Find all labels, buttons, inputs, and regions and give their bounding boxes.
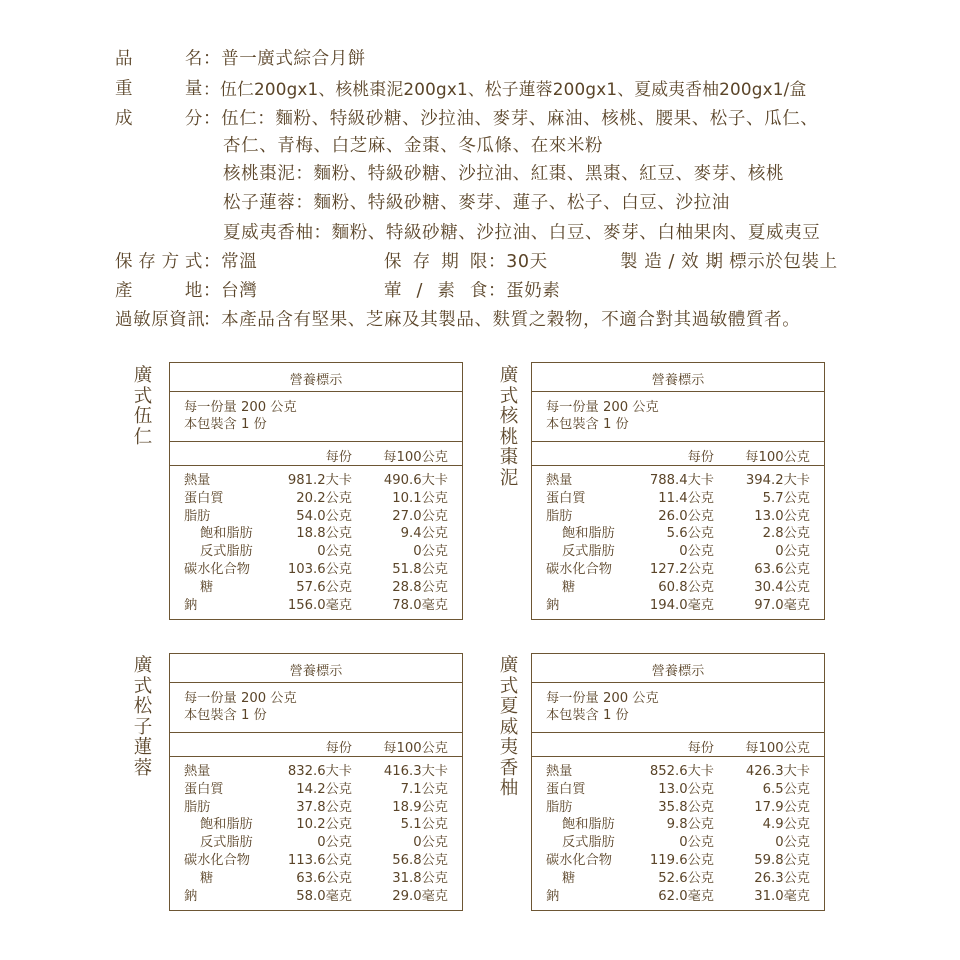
nutrient-row [170,763,462,781]
nutrient-value-per-100g: 426.3大卡 [745,764,810,779]
panel-product-name-char: 柚 [499,778,519,799]
nutrient-value-per-serving: 58.0毫克 [296,888,352,904]
nutrient-value-per-serving: 9.8公克 [666,817,714,833]
nutrient-value-per-100g: 2.8公克 [762,526,810,542]
nutrient-value-per-100g: 27.0公克 [392,508,448,524]
ingredients-label: 成 分 [115,109,203,129]
nutrition-panel [169,362,463,620]
nutrient-row [170,472,462,490]
nutrient-value-per-serving: 0公克 [317,835,352,851]
nutrient-name: 飽和脂肪 [200,817,253,833]
serving-size: 每一份量 200 公克 [546,691,659,706]
nutrient-value-per-serving: 0公克 [679,544,714,560]
panel-product-name [494,366,524,489]
nutrient-name: 反式脂肪 [562,544,615,560]
nutrient-value-per-serving: 20.2公克 [296,490,352,506]
nutrient-name: 鈉 [184,888,198,904]
panel-title: 營養標示 [651,373,705,388]
serving-size: 每一份量 200 公克 [184,691,297,706]
nutrient-value-per-serving: 10.2公克 [296,817,352,833]
nutrient-value-per-serving: 5.6公克 [666,526,714,542]
diet-label: 葷 / 素 食 [384,281,488,301]
column-header-per-serving: 每份 [687,450,714,465]
nutrient-name: 飽和脂肪 [562,817,615,833]
nutrient-row [170,816,462,834]
panel-product-name-char: 伍 [133,406,153,427]
diet-value: ：蛋奶素 [488,281,561,301]
nutrient-value-per-100g: 30.4公克 [754,579,810,595]
panel-divider [170,441,462,442]
product-name-value: ：普一廣式綜合月餅 [203,49,366,69]
panel-product-name-char: 桃 [499,426,519,448]
ingredients-line-5: 夏威夷香柚：麵粉、特級砂糖、沙拉油、白豆、麥芽、白柚果肉、夏威夷豆 [223,223,821,243]
nutrient-value-per-100g: 26.3公克 [754,870,810,886]
panel-product-name-char: 威 [499,716,519,738]
nutrient-value-per-serving: 62.0毫克 [658,888,714,904]
nutrient-name: 糖 [200,579,214,595]
nutrient-name: 熱量 [184,764,211,779]
ingredients-line-1: ：伍仁：麵粉、特級砂糖、沙拉油、麥芽、麻油、核桃、腰果、松子、瓜仁、 [203,109,819,129]
panel-divider [170,465,462,466]
nutrient-value-per-100g: 5.1公克 [400,817,448,833]
nutrient-row [170,508,462,526]
nutrient-value-per-100g: 13.0公克 [754,508,810,524]
nutrient-value-per-100g: 78.0毫克 [392,597,448,613]
panel-divider [532,391,824,392]
nutrient-value-per-100g: 7.1公克 [400,781,448,797]
origin-label: 產 地 [115,281,203,301]
column-header-per-100g: 每100公克 [383,450,448,465]
column-header-per-100g: 每100公克 [383,741,448,756]
storage-value: ：常溫 [203,252,258,272]
shelf-life-value: ：30天 [488,252,548,272]
nutrient-row [532,888,824,906]
nutrient-value-per-100g: 0公克 [775,544,810,560]
nutrient-value-per-100g: 51.8公克 [392,562,448,577]
nutrient-name: 蛋白質 [184,781,224,797]
nutrient-name: 反式脂肪 [200,544,253,560]
nutrient-name: 脂肪 [184,799,211,815]
nutrient-name: 熱量 [546,764,573,779]
nutrition-panel [531,653,825,911]
panel-product-name-char: 核 [499,406,519,427]
nutrient-value-per-serving: 37.8公克 [296,799,352,815]
nutrient-value-per-serving: 52.6公克 [658,870,714,886]
servings-per-pack: 本包裝含 1 份 [184,708,267,723]
panel-product-name [128,366,158,448]
nutrient-row [170,579,462,597]
panel-title: 營養標示 [651,664,705,679]
column-header-per-100g: 每100公克 [745,450,810,465]
nutrient-row [532,525,824,543]
panel-product-name-char: 松 [133,696,153,717]
nutrient-value-per-100g: 0公克 [413,835,448,851]
nutrient-name: 鈉 [184,597,198,613]
nutrient-value-per-100g: 28.8公克 [392,579,448,595]
nutrient-value-per-100g: 490.6大卡 [383,473,448,488]
panel-product-name-char: 香 [499,757,519,779]
nutrient-row [532,763,824,781]
nutrient-row [170,490,462,508]
nutrient-name: 碳水化合物 [546,562,612,577]
nutrient-value-per-serving: 981.2大卡 [287,473,352,488]
nutrient-row [532,852,824,870]
panel-product-name-char: 夷 [499,737,519,758]
nutrient-name: 脂肪 [184,508,211,524]
servings-per-pack: 本包裝含 1 份 [184,417,267,432]
panel-product-name-char: 廣 [499,655,519,676]
allergen-label: 過敏原資訊 [115,310,206,330]
nutrient-row [170,561,462,579]
nutrient-name: 脂肪 [546,799,573,815]
nutrient-name: 糖 [562,870,576,886]
nutrient-value-per-100g: 9.4公克 [400,526,448,542]
panel-product-name-char: 蓉 [133,757,153,779]
nutrient-value-per-100g: 0公克 [413,544,448,560]
nutrient-row [532,834,824,852]
nutrient-value-per-100g: 17.9公克 [754,799,810,815]
nutrient-row [532,597,824,615]
nutrient-row [532,543,824,561]
nutrient-value-per-serving: 13.0公克 [658,781,714,797]
serving-size: 每一份量 200 公克 [184,400,297,415]
nutrient-value-per-100g: 6.5公克 [762,781,810,797]
nutrient-value-per-100g: 416.3大卡 [383,764,448,779]
serving-size: 每一份量 200 公克 [546,400,659,415]
nutrient-value-per-serving: 113.6公克 [287,853,352,868]
weight-value: ：伍仁200gx1、核桃棗泥200gx1、松子蓮蓉200gx1、夏威夷香柚200gx1/盒 [203,79,807,99]
nutrient-value-per-serving: 852.6大卡 [649,764,714,779]
nutrient-value-per-100g: 31.8公克 [392,870,448,886]
panel-product-name [128,656,158,779]
nutrient-name: 蛋白質 [546,490,586,506]
panel-divider [170,732,462,733]
nutrient-row [532,799,824,817]
nutrient-value-per-serving: 194.0毫克 [649,597,714,613]
panel-title: 營養標示 [289,373,343,388]
nutrient-value-per-100g: 97.0毫克 [754,597,810,613]
nutrient-name: 碳水化合物 [184,562,250,577]
nutrient-row [532,561,824,579]
mfg-expiry-value: ：標示於包裝上 [711,252,838,272]
panel-product-name-char: 廣 [499,365,519,386]
nutrient-name: 鈉 [546,597,560,613]
nutrient-value-per-100g: 59.8公克 [754,853,810,868]
nutrient-row [532,781,824,799]
panel-product-name-char: 棗 [499,447,519,468]
nutrient-value-per-100g: 394.2大卡 [745,473,810,488]
nutrient-value-per-serving: 127.2公克 [649,562,714,577]
nutrient-value-per-serving: 35.8公克 [658,799,714,815]
nutrient-row [170,543,462,561]
nutrition-panel [169,653,463,911]
nutrient-value-per-100g: 56.8公克 [392,853,448,868]
nutrient-value-per-serving: 18.8公克 [296,526,352,542]
allergen-value: ：本產品含有堅果、芝麻及其製品、麩質之穀物，不適合對其過敏體質者。 [203,310,801,330]
panel-product-name-char: 蓮 [133,737,153,758]
nutrition-panel [531,362,825,620]
nutrient-name: 熱量 [546,473,573,488]
nutrient-name: 鈉 [546,888,560,904]
panel-divider [532,441,824,442]
nutrient-value-per-100g: 18.9公克 [392,799,448,815]
nutrient-row [170,870,462,888]
nutrient-value-per-serving: 832.6大卡 [287,764,352,779]
panel-divider [532,682,824,683]
nutrient-value-per-serving: 0公克 [317,544,352,560]
panel-divider [170,391,462,392]
nutrient-row [170,597,462,615]
nutrient-row [170,888,462,906]
ingredients-line-2: 杏仁、青梅、白芝麻、金棗、冬瓜條、在來米粉 [223,136,604,156]
nutrient-name: 碳水化合物 [546,853,612,868]
nutrient-row [532,579,824,597]
column-header-per-serving: 每份 [325,741,352,756]
nutrient-value-per-100g: 29.0毫克 [392,888,448,904]
nutrient-value-per-serving: 788.4大卡 [649,473,714,488]
nutrient-row [170,834,462,852]
panel-product-name [494,656,524,800]
panel-divider [532,756,824,757]
nutrient-name: 飽和脂肪 [200,526,253,542]
storage-label: 保 存 方 式 [115,252,203,272]
nutrient-name: 蛋白質 [546,781,586,797]
nutrient-name: 糖 [200,870,214,886]
panel-divider [170,682,462,683]
panel-product-name-char: 夏 [499,696,519,717]
origin-value: ：台灣 [203,281,258,301]
nutrient-value-per-100g: 4.9公克 [762,817,810,833]
nutrient-row [532,490,824,508]
weight-label: 重 量 [115,79,203,99]
ingredients-line-4: 松子蓮蓉：麵粉、特級砂糖、麥芽、蓮子、松子、白豆、沙拉油 [223,193,730,213]
nutrient-value-per-serving: 11.4公克 [658,490,714,506]
nutrient-value-per-serving: 63.6公克 [296,870,352,886]
product-name-label: 品 名 [115,49,203,69]
nutrient-row [170,799,462,817]
nutrient-value-per-serving: 26.0公克 [658,508,714,524]
mfg-expiry-label: 製 造 / 效 期 [620,252,724,272]
nutrient-value-per-serving: 57.6公克 [296,579,352,595]
nutrient-value-per-100g: 10.1公克 [392,490,448,506]
servings-per-pack: 本包裝含 1 份 [546,708,629,723]
nutrient-row [532,508,824,526]
nutrient-name: 脂肪 [546,508,573,524]
nutrient-value-per-100g: 5.7公克 [762,490,810,506]
nutrient-name: 蛋白質 [184,490,224,506]
panel-divider [170,756,462,757]
nutrient-value-per-serving: 0公克 [679,835,714,851]
panel-product-name-char: 泥 [499,467,519,489]
panel-product-name-char: 式 [133,385,153,407]
panel-product-name-char: 廣 [133,655,153,676]
nutrient-row [170,525,462,543]
nutrient-name: 飽和脂肪 [562,526,615,542]
nutrient-name: 反式脂肪 [562,835,615,851]
ingredients-line-3: 核桃棗泥：麵粉、特級砂糖、沙拉油、紅棗、黑棗、紅豆、麥芽、核桃 [223,164,785,184]
panel-divider [532,465,824,466]
column-header-per-serving: 每份 [687,741,714,756]
nutrient-value-per-serving: 60.8公克 [658,579,714,595]
nutrient-name: 熱量 [184,473,211,488]
column-header-per-serving: 每份 [325,450,352,465]
panel-product-name-char: 式 [133,675,153,697]
panel-product-name-char: 式 [499,675,519,697]
nutrient-value-per-100g: 63.6公克 [754,562,810,577]
nutrient-value-per-100g: 31.0毫克 [754,888,810,904]
panel-product-name-char: 式 [499,385,519,407]
nutrient-row [532,472,824,490]
panel-product-name-char: 廣 [133,365,153,386]
nutrient-name: 碳水化合物 [184,853,250,868]
nutrient-value-per-serving: 54.0公克 [296,508,352,524]
panel-product-name-char: 仁 [133,426,153,448]
nutrient-row [170,852,462,870]
nutrient-value-per-serving: 14.2公克 [296,781,352,797]
nutrient-row [170,781,462,799]
shelf-life-label: 保 存 期 限 [384,252,488,272]
panel-divider [532,732,824,733]
nutrient-name: 反式脂肪 [200,835,253,851]
nutrient-row [532,870,824,888]
nutrient-value-per-serving: 119.6公克 [649,853,714,868]
nutrient-value-per-serving: 103.6公克 [287,562,352,577]
panel-product-name-char: 子 [133,716,153,738]
nutrient-value-per-100g: 0公克 [775,835,810,851]
panel-title: 營養標示 [289,664,343,679]
servings-per-pack: 本包裝含 1 份 [546,417,629,432]
nutrient-name: 糖 [562,579,576,595]
nutrient-row [532,816,824,834]
nutrient-value-per-serving: 156.0毫克 [287,597,352,613]
column-header-per-100g: 每100公克 [745,741,810,756]
